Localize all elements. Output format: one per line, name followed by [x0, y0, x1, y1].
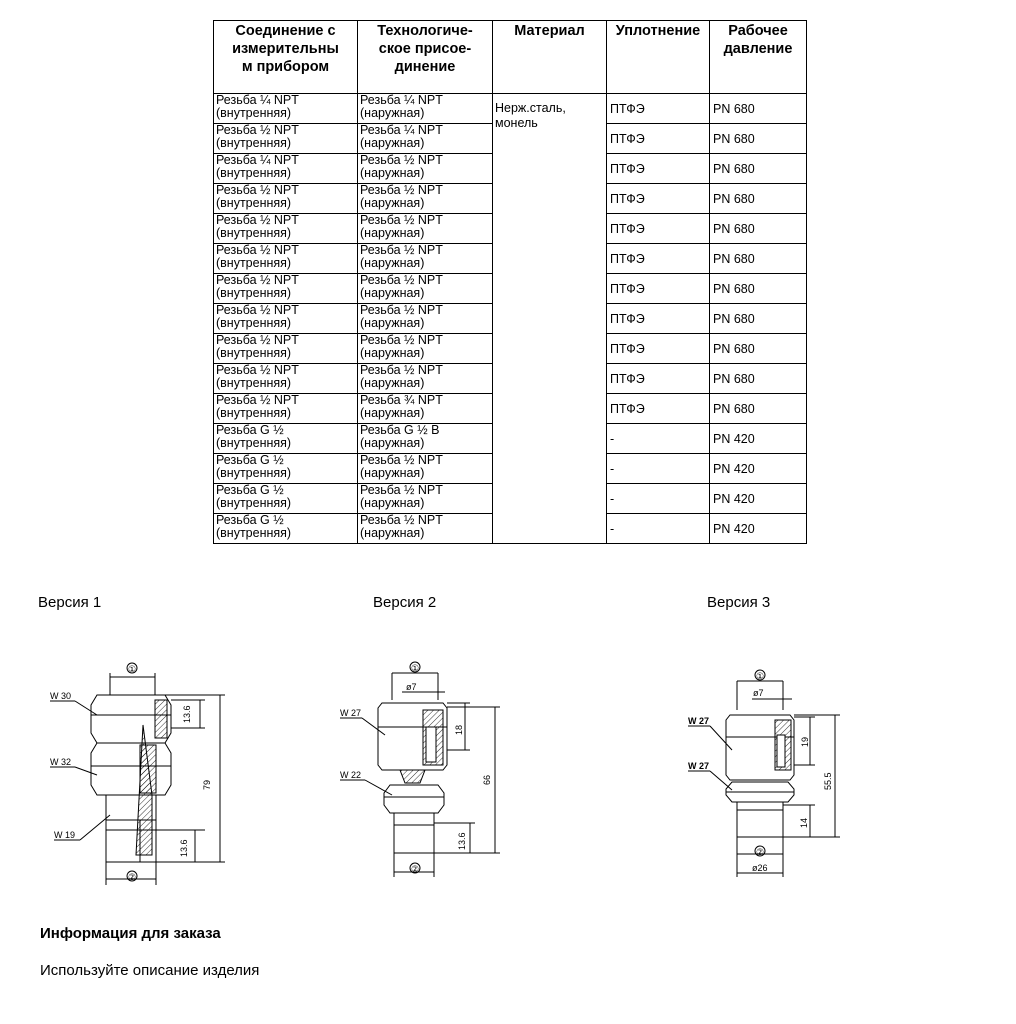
- version-2-label: Версия 2: [373, 594, 437, 611]
- header-seal: Уплотнение: [607, 21, 710, 94]
- v2-marker-top: ①: [411, 663, 420, 673]
- v2-label-w-bottom: W 22: [340, 770, 362, 780]
- cell-instrument-connection: Резьба ½ NPT (внутренняя): [214, 304, 358, 334]
- cell-material: Нерж.сталь, монель: [493, 94, 607, 544]
- header-material: Материал: [493, 21, 607, 94]
- v1-dim-top: 13.6: [182, 705, 192, 723]
- cell-working-pressure: PN 680: [710, 244, 807, 274]
- v3-dia: ø7: [753, 688, 764, 698]
- cell-working-pressure: PN 680: [710, 394, 807, 424]
- v1-label-w-mid: W 32: [50, 757, 72, 767]
- v2-label-w-top: W 27: [340, 708, 362, 718]
- v1-marker-top: ①: [128, 664, 137, 674]
- order-info-heading: Информация для заказа: [40, 925, 221, 942]
- cell-seal: ПТФЭ: [607, 94, 710, 124]
- version-1-label: Версия 1: [38, 594, 102, 611]
- cell-instrument-connection: Резьба ½ NPT (внутренняя): [214, 274, 358, 304]
- cell-instrument-connection: Резьба ½ NPT (внутренняя): [214, 214, 358, 244]
- cell-working-pressure: PN 680: [710, 334, 807, 364]
- v1-dim-bottom: 13.6: [179, 839, 189, 857]
- v3-dim-top: 19: [800, 736, 810, 747]
- cell-seal: ПТФЭ: [607, 184, 710, 214]
- cell-working-pressure: PN 680: [710, 274, 807, 304]
- v3-marker-bottom: ②: [756, 847, 765, 857]
- cell-seal: ПТФЭ: [607, 244, 710, 274]
- v3-dia-bottom: ø26: [752, 863, 768, 873]
- cell-process-connection: Резьба ½ NPT (наружная): [358, 334, 493, 364]
- v1-marker-bottom: ②: [128, 872, 137, 882]
- cell-seal: ПТФЭ: [607, 274, 710, 304]
- cell-seal: -: [607, 484, 710, 514]
- v3-dim-bottom: 14: [799, 817, 809, 828]
- cell-instrument-connection: Резьба ½ NPT (внутренняя): [214, 124, 358, 154]
- table-header-row: [214, 21, 807, 94]
- cell-process-connection: Резьба ¼ NPT (наружная): [358, 124, 493, 154]
- version-3-drawing: [680, 665, 860, 885]
- cell-seal: ПТФЭ: [607, 334, 710, 364]
- cell-working-pressure: PN 680: [710, 304, 807, 334]
- version-1-drawing: [40, 655, 280, 895]
- v1-dim-total: 79: [202, 779, 212, 790]
- header-instrument-connection: Соединение с измерительны м прибором: [214, 21, 358, 94]
- cell-instrument-connection: Резьба G ½ (внутренняя): [214, 424, 358, 454]
- cell-process-connection: Резьба ¼ NPT (наружная): [358, 94, 493, 124]
- cell-seal: ПТФЭ: [607, 154, 710, 184]
- cell-instrument-connection: Резьба ½ NPT (внутренняя): [214, 184, 358, 214]
- cell-seal: ПТФЭ: [607, 304, 710, 334]
- cell-seal: ПТФЭ: [607, 124, 710, 154]
- cell-working-pressure: PN 420: [710, 514, 807, 544]
- cell-process-connection: Резьба ½ NPT (наружная): [358, 454, 493, 484]
- cell-process-connection: Резьба ½ NPT (наружная): [358, 154, 493, 184]
- cell-seal: ПТФЭ: [607, 364, 710, 394]
- cell-process-connection: Резьба ½ NPT (наружная): [358, 484, 493, 514]
- cell-process-connection: Резьба G ½ B (наружная): [358, 424, 493, 454]
- cell-working-pressure: PN 680: [710, 364, 807, 394]
- cell-instrument-connection: Резьба ½ NPT (внутренняя): [214, 334, 358, 364]
- cell-instrument-connection: Резьба G ½ (внутренняя): [214, 484, 358, 514]
- cell-instrument-connection: Резьба G ½ (внутренняя): [214, 514, 358, 544]
- cell-process-connection: Резьба ½ NPT (наружная): [358, 364, 493, 394]
- v2-dim-bottom: 13.6: [457, 832, 467, 850]
- cell-working-pressure: PN 420: [710, 454, 807, 484]
- v2-dia: ø7: [406, 682, 417, 692]
- cell-working-pressure: PN 680: [710, 94, 807, 124]
- cell-working-pressure: PN 420: [710, 424, 807, 454]
- cell-process-connection: Резьба ½ NPT (наружная): [358, 244, 493, 274]
- cell-seal: ПТФЭ: [607, 214, 710, 244]
- cell-seal: -: [607, 514, 710, 544]
- v3-dim-total: 55.5: [823, 772, 833, 790]
- v1-label-w-top: W 30: [50, 691, 72, 701]
- cell-seal: ПТФЭ: [607, 394, 710, 424]
- cell-working-pressure: PN 420: [710, 484, 807, 514]
- cell-instrument-connection: Резьба ¼ NPT (внутренняя): [214, 94, 358, 124]
- cell-instrument-connection: Резьба G ½ (внутренняя): [214, 454, 358, 484]
- v3-label-w-top: W 27: [688, 716, 710, 726]
- version-2-drawing: [330, 655, 530, 885]
- cell-process-connection: Резьба ½ NPT (наружная): [358, 514, 493, 544]
- specification-table: [213, 20, 807, 544]
- table-row: [214, 94, 807, 124]
- cell-process-connection: Резьба ¾ NPT (наружная): [358, 394, 493, 424]
- cell-process-connection: Резьба ½ NPT (наружная): [358, 274, 493, 304]
- cell-seal: -: [607, 424, 710, 454]
- cell-process-connection: Резьба ½ NPT (наружная): [358, 184, 493, 214]
- header-process-connection: Технологиче- ское присое- динение: [358, 21, 493, 94]
- cell-working-pressure: PN 680: [710, 124, 807, 154]
- header-working-pressure: Рабочее давление: [710, 21, 807, 94]
- cell-process-connection: Резьба ½ NPT (наружная): [358, 214, 493, 244]
- v2-dim-top: 18: [454, 724, 464, 735]
- v3-marker-top: ①: [756, 671, 765, 681]
- v3-label-w-bottom: W 27: [688, 761, 710, 771]
- cell-working-pressure: PN 680: [710, 184, 807, 214]
- cell-process-connection: Резьба ½ NPT (наружная): [358, 304, 493, 334]
- cell-instrument-connection: Резьба ½ NPT (внутренняя): [214, 394, 358, 424]
- cell-seal: -: [607, 454, 710, 484]
- v1-label-w-bottom: W 19: [54, 830, 76, 840]
- order-info-text: Используйте описание изделия: [40, 962, 260, 979]
- cell-instrument-connection: Резьба ¼ NPT (внутренняя): [214, 154, 358, 184]
- v2-marker-bottom: ②: [411, 864, 420, 874]
- v2-dim-total: 66: [482, 774, 492, 785]
- cell-working-pressure: PN 680: [710, 214, 807, 244]
- cell-instrument-connection: Резьба ½ NPT (внутренняя): [214, 244, 358, 274]
- table-body: [214, 94, 807, 544]
- version-3-label: Версия 3: [707, 594, 771, 611]
- cell-instrument-connection: Резьба ½ NPT (внутренняя): [214, 364, 358, 394]
- cell-working-pressure: PN 680: [710, 154, 807, 184]
